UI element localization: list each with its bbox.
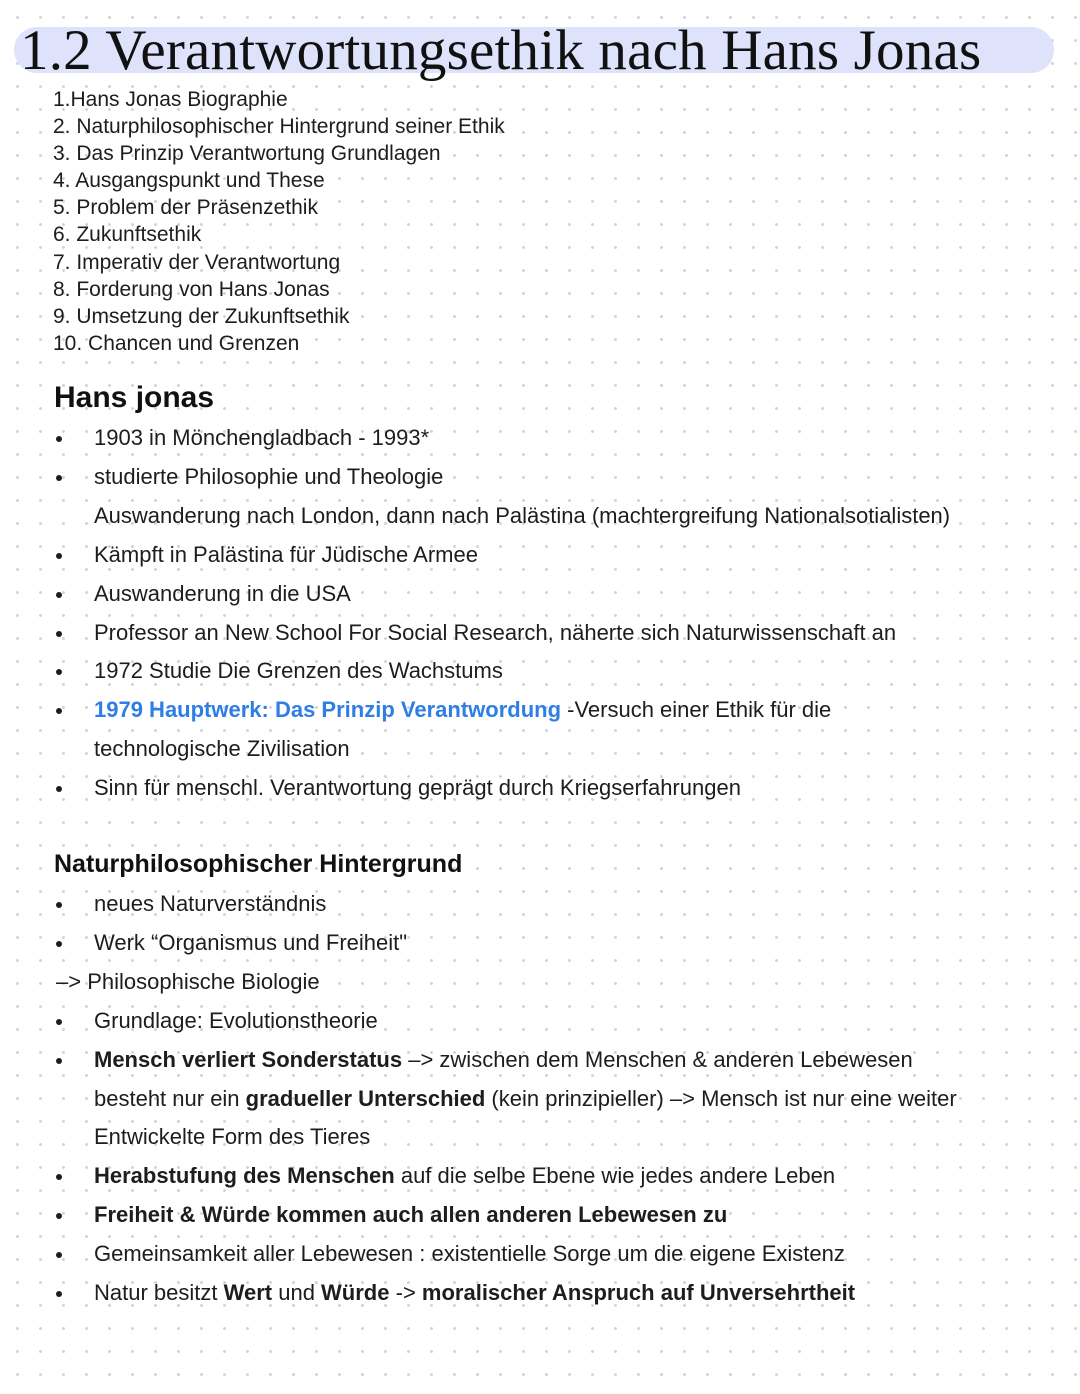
list-item: [0, 1080, 1080, 1119]
nature-heading: Naturphilosophischer Hintergrund: [54, 850, 463, 878]
list-item: [0, 1196, 1080, 1235]
list-item: technologische Zivilisation: [94, 736, 350, 762]
list-item: 1903 in Mönchengladbach - 1993*: [0, 419, 1080, 458]
list-item: –> Philosophische Biologie: [56, 968, 320, 994]
text: –> zwischen dem Menschen & anderen Lebewesen: [402, 1046, 913, 1072]
list-item: studierte Philosophie und Theologie: [0, 458, 1080, 497]
table-of-contents: [53, 86, 505, 357]
list-item: Gemeinsamkeit aller Lebewesen : existentielle Sorge um die eigene Existenz: [0, 1235, 1080, 1274]
list-item: Auswanderung nach London, dann nach Palästina (machtergreifung Nationalsotialisten): [94, 502, 951, 528]
biography-list: [0, 419, 1080, 808]
toc-item: 1.Hans Jonas Biographie: [53, 88, 288, 111]
text: Natur besitzt: [94, 1280, 224, 1306]
bold-text: Freiheit & Würde kommen auch allen anderen Lebewesen zu: [94, 1202, 728, 1228]
text: und: [272, 1280, 322, 1306]
title-block: [14, 20, 1056, 82]
list-item: Kämpft in Palästina für Jüdische Armee: [0, 536, 1080, 575]
list-item: Grundlage: Evolutionstheorie: [0, 1002, 1080, 1041]
toc-item: 4. Ausgangspunkt und These: [53, 169, 325, 193]
text: ->: [389, 1280, 422, 1306]
toc-item: 6. Zukunftsethik: [53, 223, 202, 247]
bold-text: Herabstufung des Menschen: [94, 1163, 395, 1189]
list-item: [0, 1041, 1080, 1080]
text: besteht nur ein: [94, 1085, 246, 1111]
list-item: Professor an New School For Social Research, näherte sich Naturwissenschaft an: [0, 614, 1080, 653]
toc-item: 3. Das Prinzip Verantwortung Grundlagen: [53, 142, 441, 166]
toc-item: 5. Problem der Präsenzethik: [53, 196, 318, 220]
list-item: Werk “Organismus und Freiheit": [0, 924, 1080, 963]
highlight-rest: -Versuch einer Ethik für die: [561, 697, 832, 723]
bold-text: gradueller Unterschied: [245, 1085, 486, 1111]
bold-text: Mensch verliert Sonderstatus: [94, 1046, 403, 1072]
text: (kein prinzipieller) –> Mensch ist nur eine weiter: [485, 1085, 957, 1111]
list-item: neues Naturverständnis: [0, 885, 1080, 924]
biography-heading: Hans jonas: [54, 381, 215, 414]
list-item: [0, 691, 1080, 730]
text: auf die selbe Ebene wie jedes andere Leben: [394, 1163, 836, 1189]
list-item: Entwickelte Form des Tieres: [94, 1124, 371, 1150]
list-item: Sinn für menschl. Verantwortung geprägt durch Kriegserfahrungen: [0, 769, 1080, 808]
list-item: 1972 Studie Die Grenzen des Wachstums: [0, 652, 1080, 691]
toc-item: 7. Imperativ der Verantwortung: [53, 250, 341, 274]
nature-list: [0, 885, 1080, 1313]
bold-text: Würde: [321, 1280, 390, 1306]
bold-text: moralischer Anspruch auf Unversehrtheit: [421, 1280, 856, 1306]
highlight-text: 1979 Hauptwerk: Das Prinzip Verantwordung: [94, 697, 562, 723]
list-item: Auswanderung in die USA: [0, 575, 1080, 614]
page-title: 1.2 Verantwortungsethik nach Hans Jonas: [20, 19, 982, 82]
bold-text: Wert: [223, 1280, 273, 1306]
toc-item: 10. Chancen und Grenzen: [53, 331, 300, 355]
toc-item: 9. Umsetzung der Zukunftsethik: [53, 304, 350, 328]
toc-item: 8. Forderung von Hans Jonas: [53, 277, 330, 301]
list-item: [0, 1274, 1080, 1313]
toc-item: 2. Naturphilosophischer Hintergrund seiner Ethik: [53, 115, 505, 139]
list-item: [0, 1157, 1080, 1196]
